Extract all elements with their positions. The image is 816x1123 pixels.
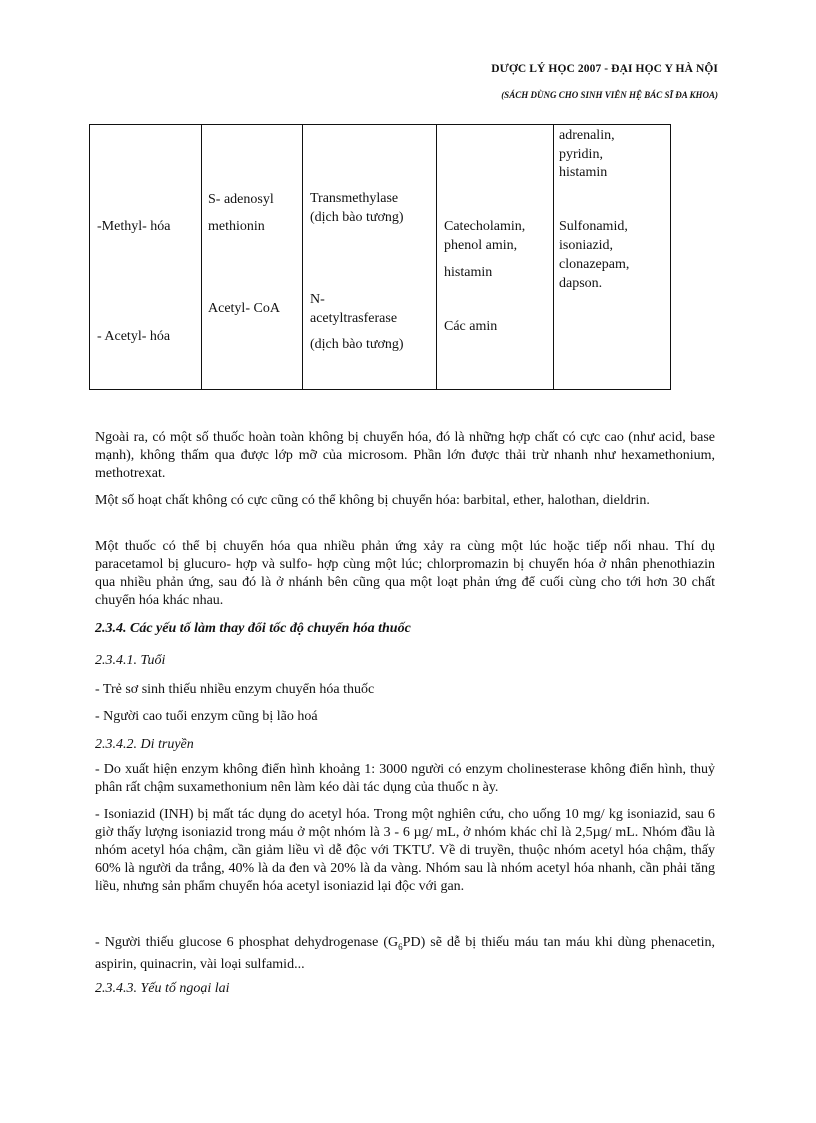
section-heading-2-3-4: 2.3.4. Các yếu tố làm thay đổi tốc độ chuyển hóa thuốc	[95, 621, 411, 636]
example-line: adrenalin,	[559, 128, 615, 143]
table-cell-enzyme	[303, 125, 437, 390]
enzyme-line: Transmethylase	[310, 191, 399, 206]
cofactor-line: S- adenosyl	[208, 192, 274, 207]
cofactor-line: methionin	[208, 219, 265, 234]
paragraph-g6pd	[95, 934, 715, 974]
enzyme-line: (dịch bào tương)	[310, 337, 404, 352]
header-subtitle: (SÁCH DÙNG CHO SINH VIÊN HỆ BÁC SĨ ĐA KHOA)	[501, 90, 718, 100]
example-line: dapson.	[559, 276, 603, 291]
paragraph-nonmetabolized: Ngoài ra, có một số thuốc hoàn toàn không bị chuyển hóa, đó là những hợp chất có cực cao (như acid, base mạnh), không thấm qua được lớp mỡ của microsom. Phần lớn được thải trừ nhanh như hexamethonium, methotrexat.	[95, 430, 715, 481]
paragraph-multiple-reactions: Một thuốc có thể bị chuyển hóa qua nhiều phản ứng xảy ra cùng một lúc hoặc tiếp nối nhau. Thí dụ paracetamol bị glucuro- hợp và sulfo- hợp cùng một lúc; chlorpromazin bị chuyển hóa ở nhân phenothiazin qua nhiều phản ứng, sau đó là ở nhánh bên cũng qua một loạt phản ứng để cuối cùng cho tới hơn 30 chất chuyển hóa khác nhau.	[95, 539, 715, 608]
example-line: pyridin,	[559, 147, 603, 162]
example-line: isoniazid,	[559, 238, 614, 253]
section-heading-external: 2.3.4.3. Yếu tố ngoại lai	[95, 981, 230, 996]
table-cell-examples	[554, 125, 671, 390]
g6pd-text-start: - Người thiếu glucose 6 phosphat dehydrogenase (G	[95, 935, 399, 950]
table-cell-reaction	[90, 125, 202, 390]
table-cell-cofactor	[202, 125, 303, 390]
enzyme-line: N-	[310, 292, 325, 307]
header-title: DƯỢC LÝ HỌC 2007 - ĐẠI HỌC Y HÀ NỘI	[491, 63, 718, 75]
section-heading-genetics: 2.3.4.2. Di truyền	[95, 737, 194, 752]
table-cell-substrate	[437, 125, 554, 390]
section-heading-age: 2.3.4.1. Tuổi	[95, 653, 166, 668]
enzyme-line: (dịch bào tương)	[310, 210, 404, 225]
g6pd-text-end: PD) sẽ dễ bị thiếu máu tan máu khi dùng phenacetin, aspirin, quinacrin, vài loại sulfamid...	[95, 935, 715, 972]
paragraph-cholinesterase: - Do xuất hiện enzym không điển hình khoảng 1: 3000 người có enzym cholinesterase không điển hình, thuỷ phân rất chậm suxamethonium nên làm kéo dài tác dụng của thuốc n ày.	[95, 762, 715, 795]
reaction-table	[89, 124, 671, 390]
paragraph-nonpolar: Một số hoạt chất không có cực cũng có thể không bị chuyển hóa: barbital, ether, halothan, dieldrin.	[95, 493, 650, 508]
methyl-label: -Methyl- hóa	[97, 219, 171, 234]
substrate-line: histamin	[444, 265, 493, 280]
cofactor-line: Acetyl- CoA	[208, 301, 280, 316]
substrate-line: phenol amin,	[444, 238, 518, 253]
example-line: histamin	[559, 165, 608, 180]
example-line: clonazepam,	[559, 257, 630, 272]
substrate-line: Catecholamin,	[444, 219, 526, 234]
g6pd-subscript: 6	[398, 941, 403, 952]
example-line: Sulfonamid,	[559, 219, 628, 234]
acetyl-label: - Acetyl- hóa	[97, 329, 171, 344]
enzyme-line: acetyltrasferase	[310, 311, 398, 326]
list-item: - Người cao tuổi enzym cũng bị lão hoá	[95, 709, 318, 724]
list-item: - Trẻ sơ sinh thiếu nhiều enzym chuyển hóa thuốc	[95, 682, 375, 697]
substrate-line: Các amin	[444, 319, 498, 334]
paragraph-isoniazid: - Isoniazid (INH) bị mất tác dụng do acetyl hóa. Trong một nghiên cứu, cho uống 10 mg/ kg isoniazid, sau 6 giờ thấy lượng isoniazid trong máu ở một nhóm là 3 - 6 µg/ mL, ở nhóm khác chỉ là 2,5µg/ mL. Nhóm đầu là nhóm acetyl hóa chậm, cần giảm liều vì dễ độc với TKTƯ. Về di truyền, thuộc nhóm acetyl hóa chậm, thấy 60% là người da trắng, 40% là da đen và 20% là da vàng. Nhóm sau là nhóm acetyl hóa nhanh, cần phải tăng liều, nhưng sản phẩm chuyển hóa acetyl isoniazid lại độc với gan.	[95, 807, 715, 894]
